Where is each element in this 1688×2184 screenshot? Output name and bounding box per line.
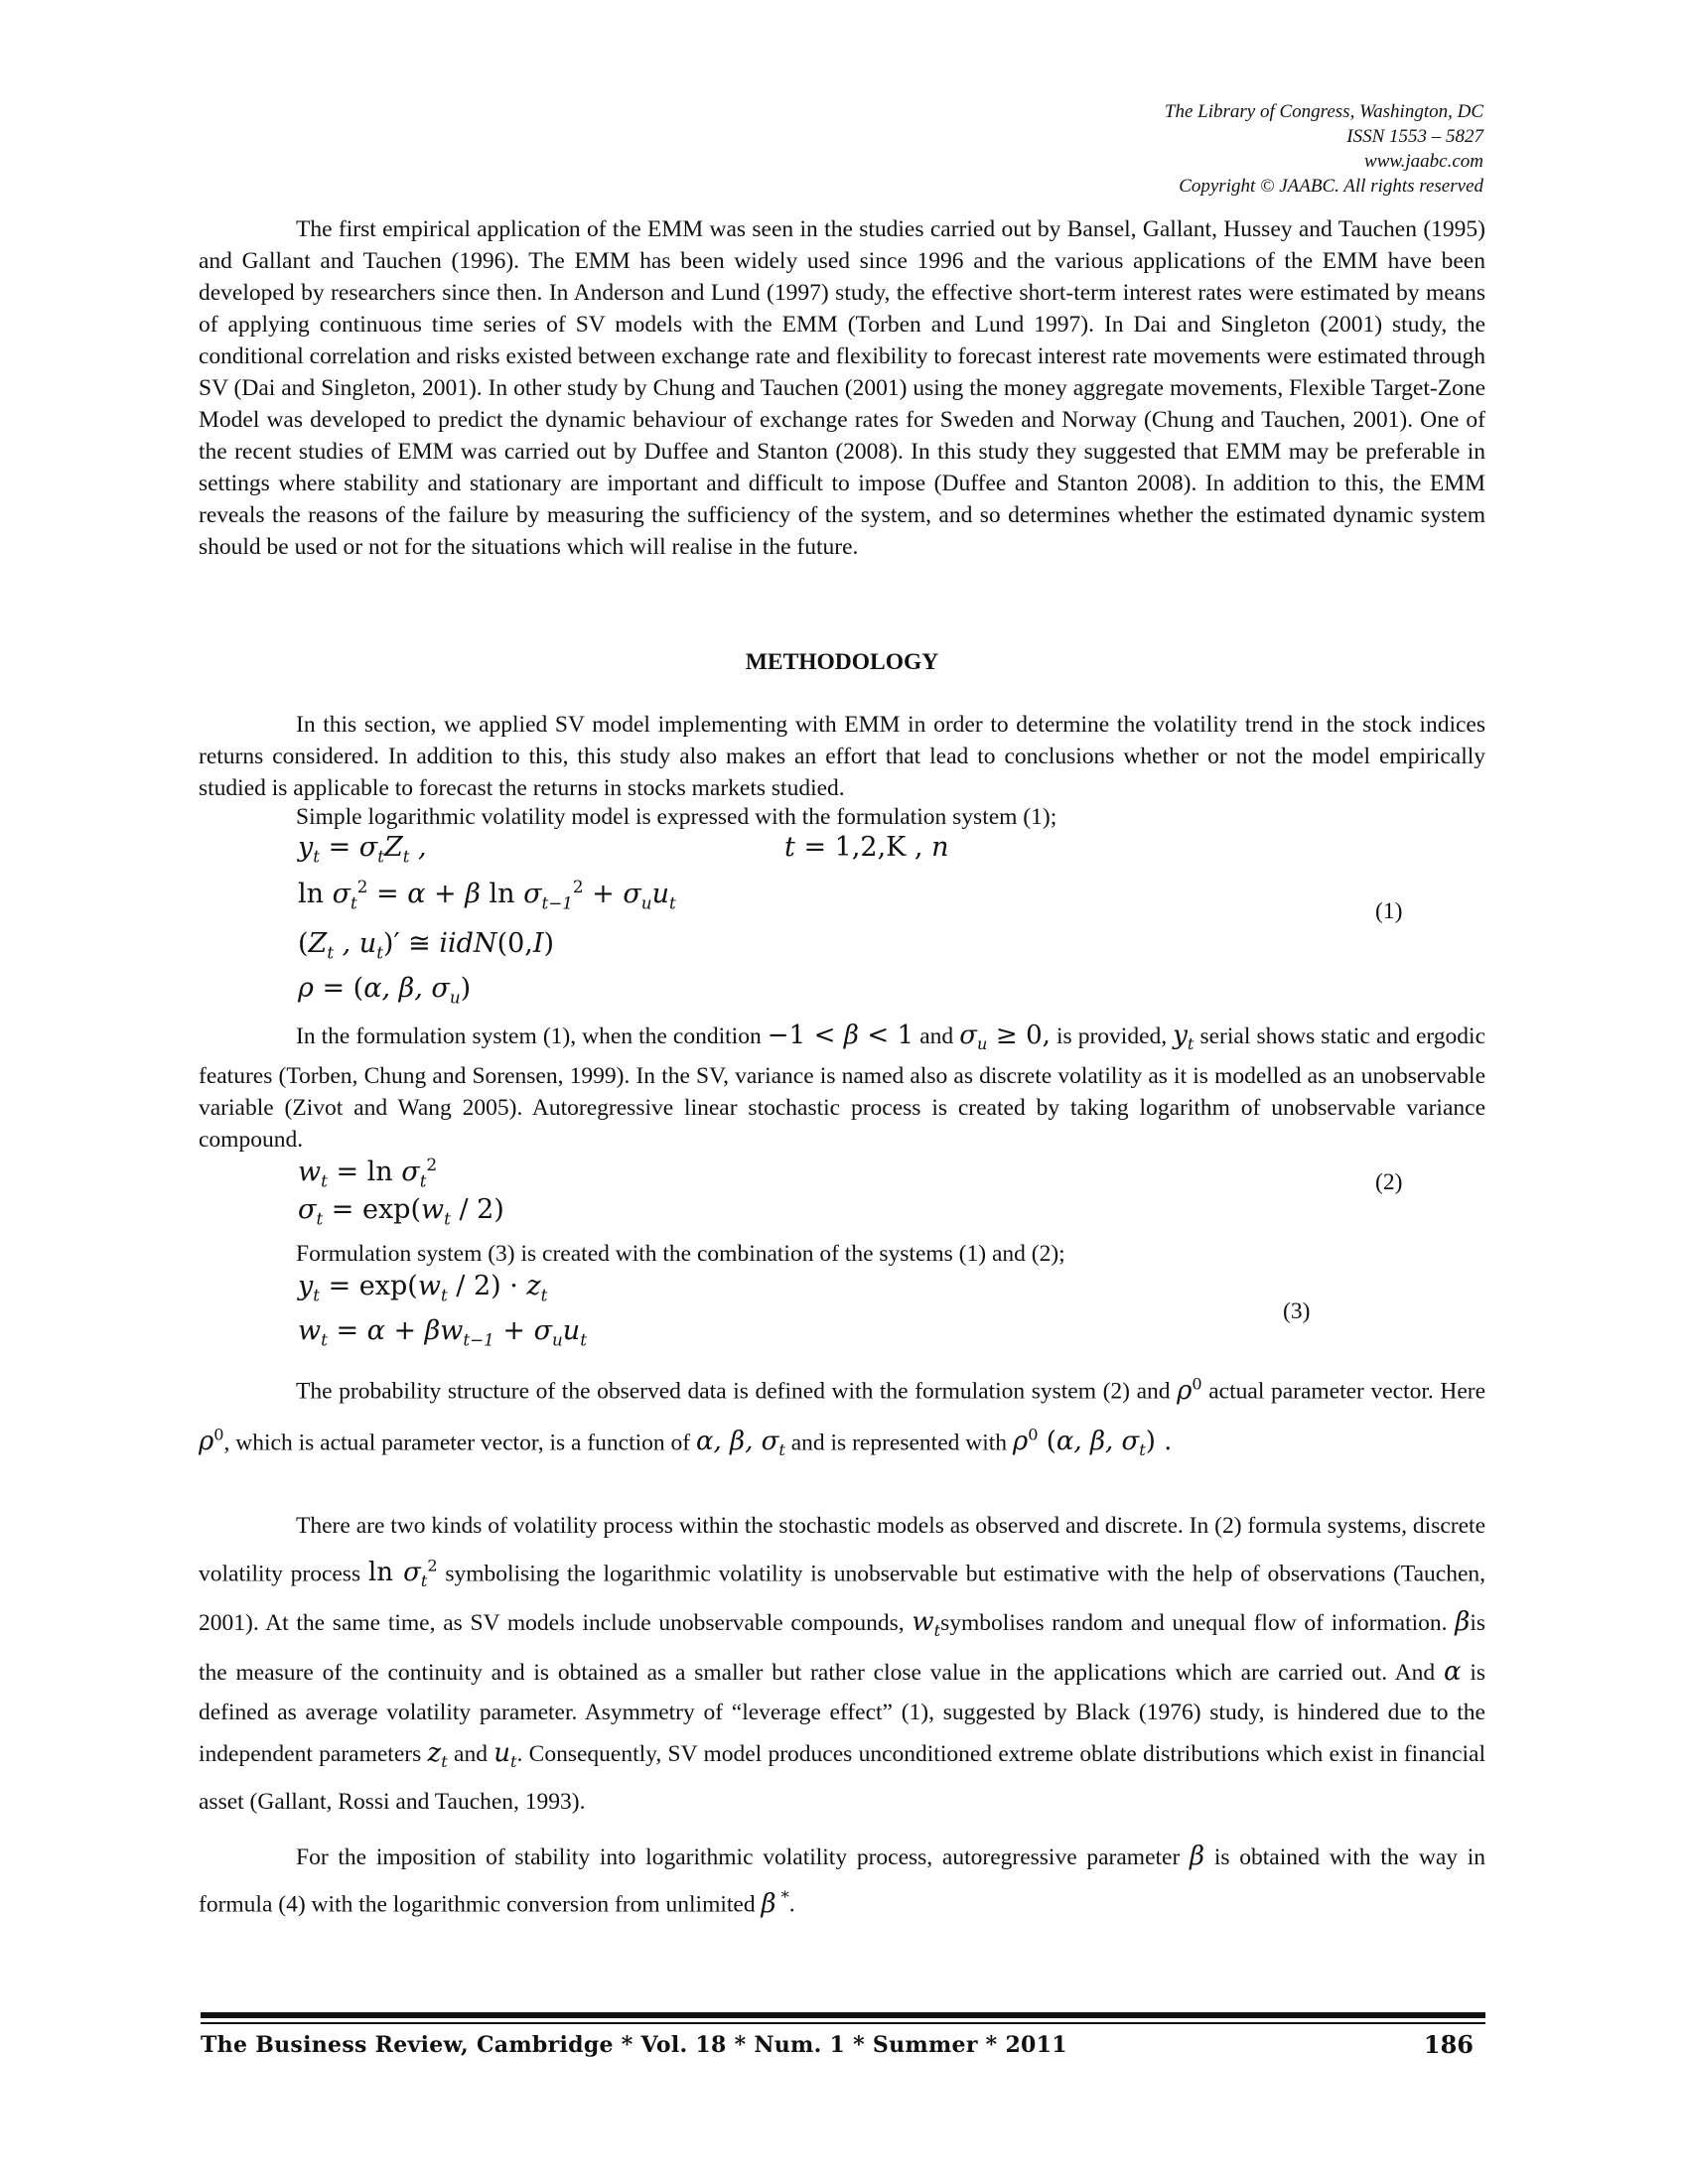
- math-beta-last: β: [1190, 1842, 1205, 1871]
- condition-text-d: serial shows: [1199, 1024, 1316, 1049]
- probability-text-a: The probability structure of the observed data is defined with the formulation system (2) and: [296, 1378, 1171, 1405]
- footer-page-number: 186: [1423, 2030, 1474, 2059]
- probability-text-d: , which is actual parameter vector, is a function of: [223, 1430, 691, 1456]
- math-alpha: α: [1443, 1656, 1462, 1687]
- math-yt: $y_t$: [1173, 1021, 1195, 1054]
- condition-text-rest: static and ergodic features (Torben, Chung and Sorensen, 1999). In the SV, variance is named also as discrete volatility as it is modelled as an unobservable variable (Zivot and Wang 2005). Autoregressive linear stochastic process is created by taking logarithm of unobservable variance compound.: [199, 1024, 1486, 1154]
- equation-1c: ($Z_t$ , $u_t)'$ ≅ iidN(0,I): [298, 928, 555, 963]
- math-beta-condition: −1 < β < 1: [767, 1021, 914, 1050]
- math-rho0: $\rho^0$: [1177, 1374, 1202, 1406]
- kinds-text-d: is the measure of the continuity and is obtained as a smaller but rather close value in the applications which are carried out. And: [199, 1609, 1485, 1686]
- condition-paragraph: [199, 1020, 1485, 1156]
- equation-1b: $\ln \sigma_t^2 = \alpha + \beta$ $\ln \sigma_{t-1}^2 + \sigma_uu_t$: [298, 877, 676, 913]
- math-rho0-function: $\rho^0$ (α, β, $\sigma_t$) .: [1012, 1425, 1173, 1460]
- intro-paragraph-block: [199, 213, 1485, 563]
- condition-text-a: In the formulation system (1), when the condition: [296, 1024, 762, 1049]
- last-text-b: is obtained with the way in formula (4) with the logarithmic conversion from unlimited: [199, 1844, 1486, 1918]
- footer-journal: The Business Review, Cambridge * Vol. 18 * Num. 1 * Summer * 2011: [201, 2032, 1067, 2058]
- section-heading: METHODOLOGY: [745, 649, 939, 675]
- equation-number-3: (3): [1283, 1298, 1311, 1324]
- math-beta: β: [1455, 1606, 1471, 1637]
- journal-header: [1165, 99, 1483, 199]
- header-library: The Library of Congress, Washington, DC: [1164, 101, 1483, 122]
- last-paragraph: [199, 1837, 1485, 1925]
- probability-text-b: actual: [1208, 1378, 1265, 1405]
- probability-paragraph: [199, 1362, 1485, 1472]
- last-text-a: For the imposition of stability into logarithmic volatility process, autoregressive parameter: [296, 1844, 1181, 1870]
- last-paragraph-block: [199, 1837, 1485, 1925]
- condition-text-b: and: [919, 1024, 954, 1049]
- kinds-paragraph: [199, 1506, 1485, 1823]
- condition-paragraph-block: [199, 1020, 1485, 1156]
- equation-1d: ρ = (α, β, $\sigma_u$): [298, 973, 472, 1008]
- simple-model-line: Simple logarithmic volatility model is expressed with the formulation system (1);: [296, 804, 1057, 830]
- equation-number-1: (1): [1375, 898, 1403, 924]
- header-issn: ISSN 1553 – 5827: [1346, 126, 1483, 147]
- last-text-c: .: [788, 1891, 795, 1918]
- equation-3b: $w_t = \alpha + \beta w_{t-1} + \sigma_uu_t$: [298, 1315, 587, 1350]
- kinds-paragraph-block: [199, 1506, 1485, 1823]
- math-beta-star: β *: [761, 1887, 789, 1919]
- method-paragraph-block: [199, 709, 1485, 804]
- kinds-text-g: . Consequently, SV model produces unconditioned extreme oblate distributions which exist in financial asset (Gallant, Rossi and Tauchen, 1993).: [199, 1740, 1486, 1816]
- equation-number-2: (2): [1375, 1169, 1403, 1195]
- math-sigma-condition: $\sigma_u \ge 0$,: [959, 1021, 1051, 1054]
- formulation-3-line: Formulation system (3) is created with the combination of the systems (1) and (2);: [296, 1241, 1065, 1267]
- kinds-text-c: symbolises random and unequal flow of information.: [940, 1609, 1448, 1636]
- header-copyright: Copyright © JAABC. All rights reserved: [1179, 176, 1483, 197]
- kinds-text-b: symbolising the logarithmic volatility is unobservable but estimative with the help of observations (Tauchen, 2001). At the same time, as SV models include unobservable compounds,: [199, 1561, 1486, 1636]
- footer-rule-thick: [201, 2012, 1485, 2018]
- kinds-text-a: There are two kinds of volatility process within the stochastic models as observed and discrete. In (2) formula systems, discrete volatility process: [199, 1513, 1485, 1587]
- equation-3a: $y_t = \exp(w_t / 2) \cdot z_t$: [298, 1271, 548, 1305]
- equation-1a: $y_t = \sigma_tZ_t$ ,: [298, 832, 427, 867]
- kinds-text-e: is defined as average volatility parameter. Asymmetry of “leverage effect” (1), suggested by Black (1976) study, is hindered due to the independent parameters: [199, 1659, 1485, 1767]
- math-zt: $z_t$: [427, 1737, 448, 1771]
- method-paragraph: In this section, we applied SV model implementing with EMM in order to determine the volatility trend in the stock indices returns considered. In addition to this, this study also makes an effort that lead to conclusions whether or not the model empirically studied is applicable to forecast the returns in stocks markets studied.: [199, 712, 1485, 801]
- math-ut: $u_t$: [493, 1737, 517, 1771]
- math-wt: $w_t$: [912, 1606, 941, 1641]
- probability-text-c: parameter vector. Here: [1270, 1378, 1486, 1405]
- math-ln-sigma: $\ln \sigma_t^2$: [367, 1556, 438, 1591]
- kinds-text-f: and: [454, 1740, 488, 1767]
- header-website: www.jaabc.com: [1364, 151, 1483, 172]
- equation-2a: $w_t = \ln \sigma_t^2$: [298, 1155, 438, 1191]
- probability-paragraph-block: [199, 1362, 1485, 1472]
- equation-1a-range: t = 1,2,K , n: [784, 832, 949, 863]
- math-rho0-second: $\rho^0$: [199, 1425, 224, 1457]
- equation-2b: $\sigma_t = \exp(w_t / 2)$: [298, 1194, 504, 1229]
- probability-text-e: and is represented with: [790, 1430, 1008, 1456]
- condition-text-c: is provided,: [1055, 1024, 1168, 1049]
- intro-paragraph: The first empirical application of the EMM was seen in the studies carried out by Bansel, Gallant, Hussey and Tauchen (1995) and Gallant and Tauchen (1996). The EMM has been widely used since 1996 and the various applications of the EMM have been developed by researchers since then. In Anderson and Lund (1997) study, the effective short-term interest rates were estimated by means of applying continuous time series of SV models with the EMM (Torben and Lund 1997). In Dai and Singleton (2001) study, the conditional correlation and risks existed between exchange rate and flexibility to forecast interest rate movements were estimated through SV (Dai and Singleton, 2001). In other study by Chung and Tauchen (2001) using the money aggregate movements, Flexible Target-Zone Model was developed to predict the dynamic behaviour of exchange rates for Sweden and Norway (Chung and Tauchen, 2001). One of the recent studies of EMM was carried out by Duffee and Stanton (2008). In this study they suggested that EMM may be preferable in settings where stability and stationary are important and difficult to impose (Duffee and Stanton 2008). In addition to this, the EMM reveals the reasons of the failure by measuring the sufficiency of the system, and so determines whether the estimated dynamic system should be used or not for the situations which will realise in the future.: [199, 216, 1485, 560]
- math-alpha-beta-sigma: α, β, $\sigma_t$: [695, 1427, 785, 1460]
- footer-rule-thin: [201, 2022, 1485, 2024]
